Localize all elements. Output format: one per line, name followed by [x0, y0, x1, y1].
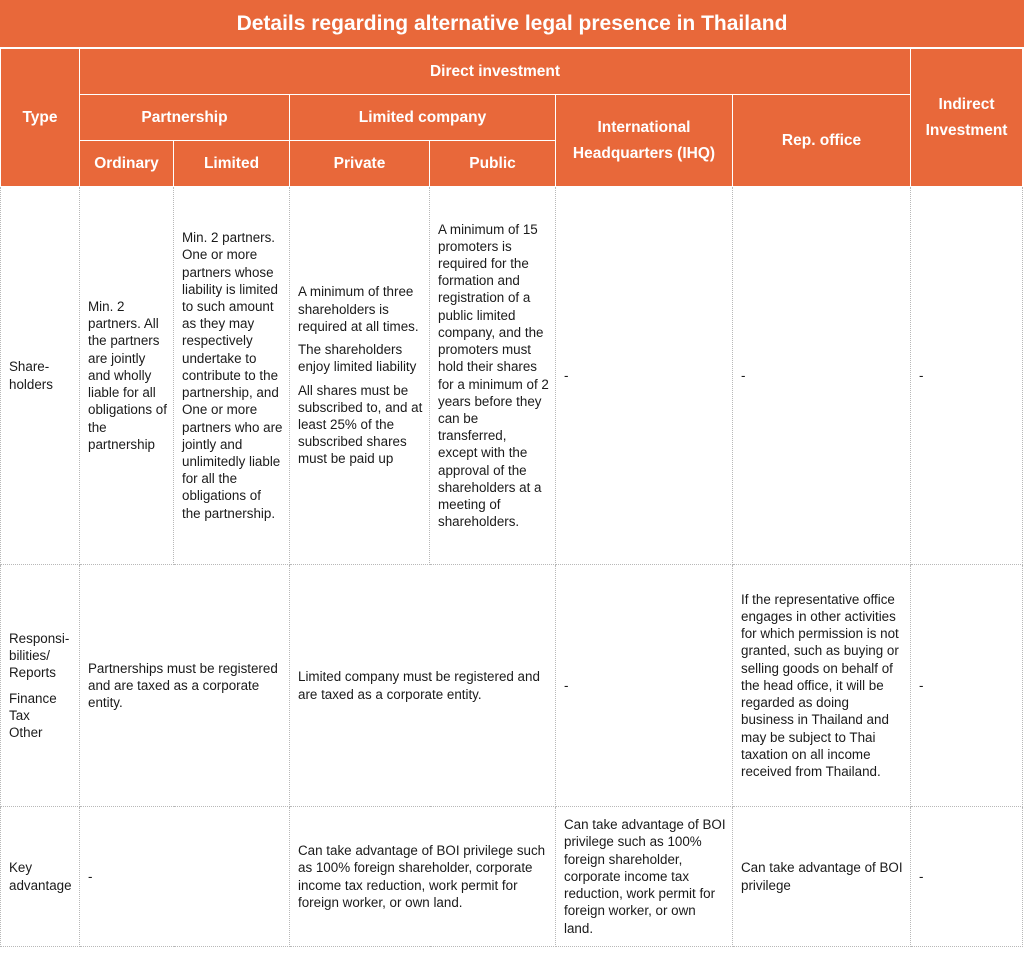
header-direct-investment: Direct investment	[80, 49, 911, 95]
header-partnership: Partnership	[80, 95, 290, 141]
responsibilities-indirect: -	[911, 565, 1023, 807]
table-row-key-advantage	[1, 807, 1023, 947]
responsibilities-limited-company: Limited company must be registered and are taxed as a corporate entity.	[290, 565, 556, 807]
table-row-shareholders	[1, 187, 1023, 565]
key-advantage-ihq: Can take advantage of BOI privilege such as 100% foreign shareholder, corporate income tax reduction, work permit for foreign worker, or own land.	[556, 807, 733, 947]
table-row-responsibilities	[1, 565, 1023, 807]
header-type: Type	[1, 49, 80, 187]
table-title: Details regarding alternative legal presence in Thailand	[0, 0, 1024, 48]
key-advantage-rep-office: Can take advantage of BOI privilege	[733, 807, 911, 947]
row-label-responsibilities: Responsi- bilities/ Reports Finance Tax Other	[1, 565, 80, 807]
key-advantage-limited-company: Can take advantage of BOI privilege such as 100% foreign shareholder, corporate income tax reduction, work permit for foreign worker, or own land.	[290, 807, 556, 947]
header-ordinary: Ordinary	[80, 141, 174, 187]
responsibilities-partnership: Partnerships must be registered and are taxed as a corporate entity.	[80, 565, 290, 807]
header-indirect-investment: Indirect Investment	[911, 49, 1023, 187]
shareholders-rep-office: -	[733, 187, 911, 565]
header-ihq: International Headquarters (IHQ)	[556, 95, 733, 187]
header-private: Private	[290, 141, 430, 187]
key-advantage-indirect: -	[911, 807, 1023, 947]
row-label-key-advantage: Key advantage	[1, 807, 80, 947]
shareholders-private: A minimum of three shareholders is required at all times. The shareholders enjoy limited liability All shares must be subscribed to, and at least 25% of the subscribed shares must be paid up	[290, 187, 430, 565]
row-label-shareholders: Share- holders	[1, 187, 80, 565]
shareholders-public: A minimum of 15 promoters is required for the formation and registration of a public limited company, and the promoters must hold their shares for a minimum of 2 years before they can be transferred, except with the approval of the shareholders at a meeting of shareholders.	[430, 187, 556, 565]
shareholders-indirect: -	[911, 187, 1023, 565]
shareholders-limited: Min. 2 partners. One or more partners whose liability is limited to such amount as they may respectively undertake to contribute to the partnership, and One or more partners who are jointly and unlimitedly liable for all the obligations of the partnership.	[174, 187, 290, 565]
key-advantage-partnership: -	[80, 807, 290, 947]
shareholders-ihq: -	[556, 187, 733, 565]
responsibilities-rep-office: If the representative office engages in other activities for which permission is not granted, such as buying or selling goods on behalf of the head office, it will be regarded as doing business in Thailand and may be subject to Thai taxation on all income received from Thailand.	[733, 565, 911, 807]
header-public: Public	[430, 141, 556, 187]
responsibilities-ihq: -	[556, 565, 733, 807]
header-limited: Limited	[174, 141, 290, 187]
header-limited-company: Limited company	[290, 95, 556, 141]
shareholders-ordinary: Min. 2 partners. All the partners are jointly and wholly liable for all obligations of the partnership	[80, 187, 174, 565]
legal-presence-table	[0, 48, 1023, 947]
header-rep-office: Rep. office	[733, 95, 911, 187]
